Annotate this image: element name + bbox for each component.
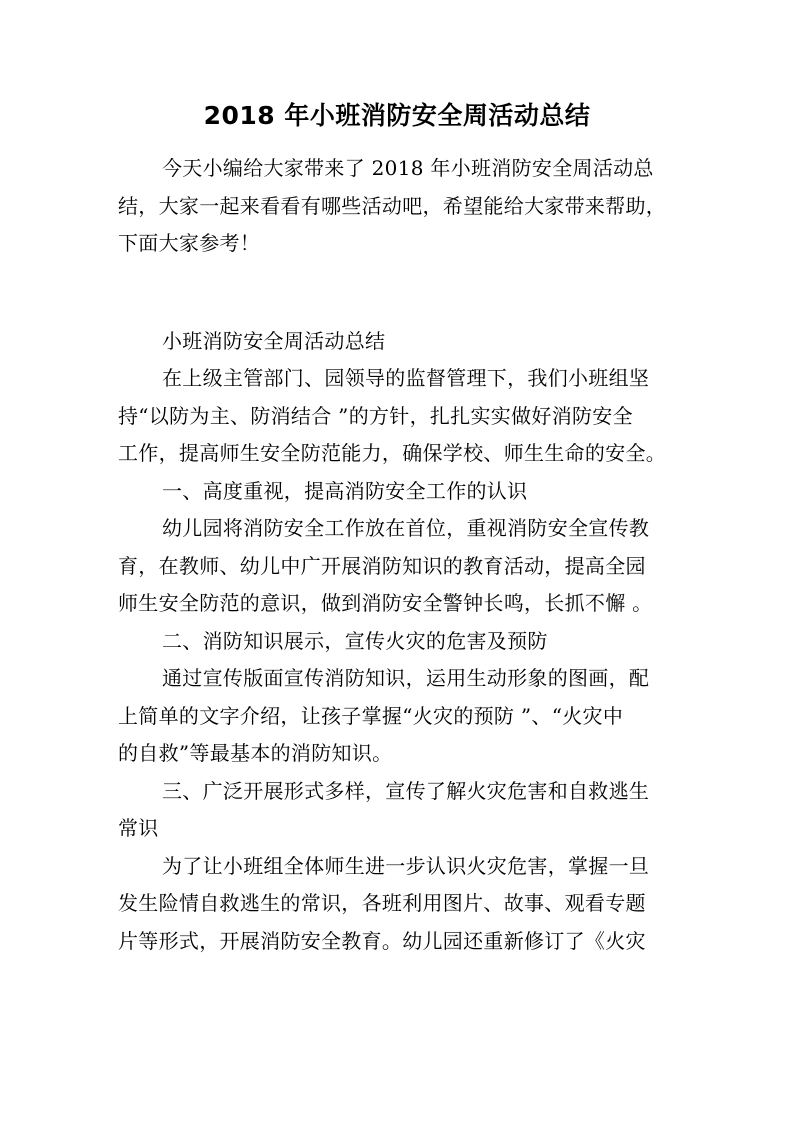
body-line: 幼儿园将消防安全工作放在首位，重视消防安全宣传教 [162, 516, 650, 540]
intro-line: 结，大家一起来看看有哪些活动吧，希望能给大家带来帮助， [118, 193, 667, 218]
document-body [118, 150, 678, 960]
body-line: 的自救”等最基本的消防知识。 [118, 741, 393, 765]
body-line: 工作，提高师生安全防范能力，确保学校、师生生命的安全。 [118, 441, 667, 465]
paragraph-gap [118, 263, 678, 323]
body-text [118, 323, 678, 961]
intro-line: 今天小编给大家带来了 2018 年小班消防安全周活动总 [162, 156, 654, 180]
body-line: 为了让小班组全体师生进一步认识火灾危害，掌握一旦 [162, 853, 650, 878]
body-line: 在上级主管部门、园领导的监督管理下，我们小班组坚 [162, 366, 650, 390]
body-line: 上简单的文字介绍，让孩子掌握“火灾的预防 ”、“火灾中 [118, 703, 624, 728]
intro-line: 下面大家参考！ [118, 231, 261, 255]
body-line: 二、消防知识展示，宣传火灾的危害及预防 [162, 628, 548, 653]
body-line: 师生安全防范的意识，做到消防安全警钟长鸣，长抓不懈 。 [118, 591, 653, 615]
body-line: 育，在教师、幼儿中广开展消防知识的教育活动，提高全园 [118, 553, 646, 578]
body-line: 发生险情自救逃生的常识，各班利用图片、故事、观看专题 [118, 891, 646, 915]
body-line: 一、高度重视，提高消防安全工作的认识 [162, 478, 528, 503]
document-title: 2018 年小班消防安全周活动总结 [203, 101, 591, 130]
body-line: 持“以防为主、防消结合 ”的方针，扎扎实实做好消防安全 [118, 403, 633, 428]
body-line: 通过宣传版面宣传消防知识，运用生动形象的图画，配 [162, 666, 650, 690]
body-line: 小班消防安全周活动总结 [162, 328, 386, 353]
body-line: 片等形式，开展消防安全教育。幼儿园还重新修订了《火灾 [118, 928, 646, 953]
body-line: 三、广泛开展形式多样，宣传了解火灾危害和自救逃生 [162, 778, 650, 803]
body-line: 常识 [118, 816, 159, 840]
